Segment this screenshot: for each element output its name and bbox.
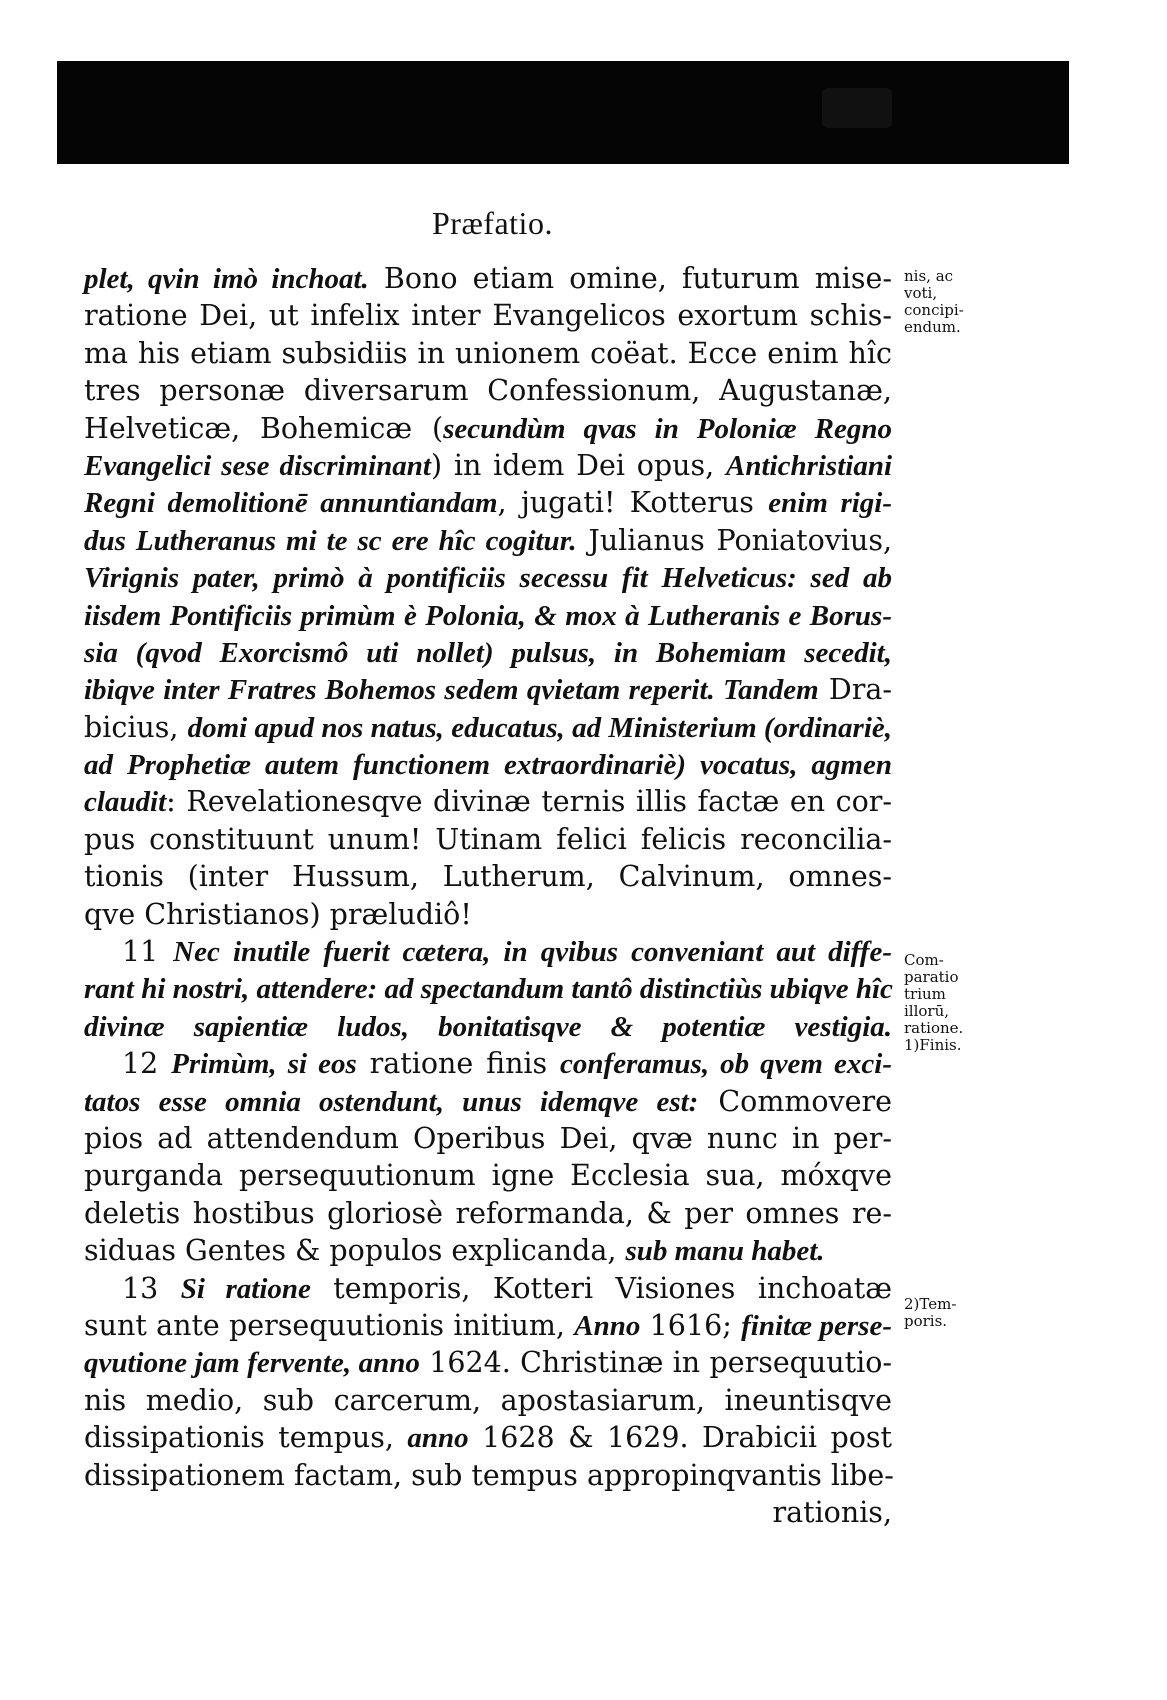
text-span: sunt ante persequutionis initium, (84, 1308, 575, 1342)
text-span: 1628 & 1629. Drabicii post (468, 1421, 892, 1455)
text-span: plet, qvin imò inchoat. (84, 263, 369, 295)
text-span: anno (407, 1422, 469, 1455)
text-line (84, 1382, 892, 1419)
text-span: conferamus, ob qvem exci- (560, 1048, 892, 1081)
margin-note-line: concipi- (904, 301, 964, 319)
text-span: iisdem Pontificiis primùm è Polonia, & mox à Lutheranis e Borus- (84, 599, 892, 632)
text-line (84, 858, 892, 895)
margin-note-line: nis, ac (904, 267, 954, 285)
text-span: Primùm, si eos (171, 1048, 357, 1081)
text-span: Antichristiani (725, 449, 892, 482)
text-span: 1624. Christinæ in persequutio- (419, 1346, 892, 1380)
text-span: tionis (inter Hussum, Lutherum, Calvinum, omnes- (84, 860, 892, 894)
text-span: Dra- (818, 673, 892, 707)
text-line (84, 1419, 892, 1456)
text-span: qvutione jam fervente, anno (84, 1347, 420, 1380)
text-line (84, 821, 892, 858)
text-span: purganda persequutionum igne Ecclesia sua, móxqve (84, 1159, 892, 1193)
text-span: Bono etiam omine, futurum mise- (368, 262, 892, 295)
text-line (84, 335, 892, 372)
text-span: 12 (122, 1047, 172, 1081)
scan-artifact (822, 88, 892, 128)
text-line (84, 1120, 892, 1157)
text-span: sub manu habet. (625, 1235, 825, 1268)
text-span: ratione Dei, ut infelix inter Evangelicos exortum schis- (84, 299, 892, 333)
text-line (84, 1494, 892, 1531)
text-line (84, 1008, 892, 1045)
text-span: Anno (574, 1309, 641, 1342)
text-line (84, 372, 892, 409)
text-span: 13 (122, 1271, 181, 1305)
text-line (84, 1457, 892, 1494)
margin-note-3 (904, 1296, 984, 1330)
text-span: Julianus Poniatovius, (576, 523, 893, 557)
text-line (84, 1195, 892, 1232)
text-span: dissipationis tempus, (84, 1421, 408, 1455)
text-line (84, 896, 892, 933)
margin-note-line: paratio (904, 968, 959, 986)
text-line (84, 522, 892, 559)
text-span: Evangelici sese discriminant (84, 449, 431, 482)
margin-note-line: 2)Tem- (904, 1295, 957, 1313)
text-span: qve Christianos) præludiô! (84, 897, 472, 931)
text-line (84, 671, 892, 708)
margin-note-line: voti, (904, 284, 938, 302)
text-line (84, 1045, 892, 1082)
text-span: 11 (122, 935, 174, 969)
text-span: : Revelationesqve divinæ ternis illis factæ en cor- (166, 785, 892, 819)
text-span: nis medio, sub carcerum, apostasiarum, ineuntisqve (84, 1383, 892, 1417)
margin-note-line: Com- (904, 951, 944, 969)
text-span: siduas Gentes & populos explicanda, (84, 1234, 626, 1268)
text-line (84, 1083, 892, 1120)
text-line (84, 783, 892, 820)
text-span: divinæ sapientiæ ludos, bonitatisqve & potentiæ vestigia. (84, 1010, 892, 1043)
text-span: ) in idem Dei opus, (431, 448, 726, 482)
margin-note-1 (904, 268, 984, 336)
text-span: 1616; (640, 1308, 742, 1342)
text-span: bicius, (84, 710, 188, 744)
text-span: secundùm qvas in Poloniæ Regno (443, 412, 892, 445)
text-span: ibiqve inter Fratres Bohemos sedem qvietam reperit. Tandem (84, 674, 819, 707)
text-span: Virignis pater, primò à pontificiis secessu fit Helveticus: sed ab (84, 562, 892, 595)
text-line (84, 597, 892, 634)
text-line (84, 933, 892, 970)
text-span: ma his etiam subsidiis in unionem coëat. Ecce enim hîc (84, 336, 892, 370)
scan-black-bar (57, 61, 1069, 164)
text-line (84, 1307, 892, 1344)
margin-note-line: endum. (904, 318, 961, 336)
text-span: rationis, (772, 1495, 892, 1529)
text-span: dus Lutheranus mi te sc ere hîc cogitur. (84, 524, 577, 557)
text-span: dissipationem factam, sub tempus appropinqvantis libe- (84, 1458, 894, 1492)
text-span: claudit (84, 786, 167, 819)
text-line (84, 1270, 892, 1307)
text-line (84, 484, 892, 521)
text-span: ad Prophetiæ autem functionem extraordinariè) vocatus, agmen (84, 749, 892, 782)
text-span: tres personæ diversarum Confessionum, Augustanæ, (84, 374, 892, 408)
body-text (84, 260, 892, 1531)
text-line (84, 297, 892, 334)
text-span: finitæ perse- (741, 1309, 892, 1342)
text-line (84, 1232, 892, 1269)
text-span: deletis hostibus gloriosè reformanda, & per omnes re- (84, 1196, 892, 1230)
margin-note-line: illorū, (904, 1002, 950, 1020)
text-span: enim rigi- (768, 487, 893, 520)
text-line (84, 1157, 892, 1194)
text-span: Regni demolitionē annuntiandam (84, 487, 498, 520)
text-span: ratione finis (356, 1047, 561, 1081)
margin-note-line: trium (904, 985, 946, 1003)
text-line (84, 260, 892, 297)
text-span: Si ratione (180, 1272, 311, 1305)
text-span: Commovere (698, 1084, 892, 1118)
text-line (84, 709, 892, 746)
text-line (84, 970, 892, 1007)
text-span: domi apud nos natus, educatus, ad Ministerium (ordinariè, (187, 711, 892, 744)
text-span: tatos esse omnia ostendunt, unus idemqve est: (84, 1085, 699, 1118)
text-line (84, 559, 892, 596)
text-span: temporis, Kotteri Visiones inchoatæ (310, 1271, 892, 1305)
text-line (84, 1344, 892, 1381)
margin-note-line: ratione. (904, 1019, 964, 1037)
text-span: pios ad attendendum Operibus Dei, qvæ nunc in per- (84, 1121, 892, 1155)
text-span: Helveticæ, Bohemicæ ( (84, 411, 444, 445)
text-span: rant hi nostri, attendere: ad spectandum tantô distinctiùs ubiqve hîc (84, 973, 893, 1006)
text-span: sia (qvod Exorcismô uti nollet) pulsus, in Bohemiam secedit, (84, 636, 892, 669)
margin-note-line: poris. (904, 1312, 948, 1330)
text-line (84, 746, 892, 783)
text-line (84, 634, 892, 671)
text-span: , jugati! Kotterus (497, 486, 769, 520)
margin-note-2 (904, 952, 984, 1054)
text-line (84, 410, 892, 447)
text-span: Nec inutile fuerit cætera, in qvibus conveniant aut diffe- (173, 936, 892, 969)
text-span: pus constituunt unum! Utinam felici felicis reconcilia- (84, 822, 892, 856)
page-header: Præfatio. (432, 205, 553, 241)
text-line (84, 447, 892, 484)
margin-note-line: 1)Finis. (904, 1036, 962, 1054)
